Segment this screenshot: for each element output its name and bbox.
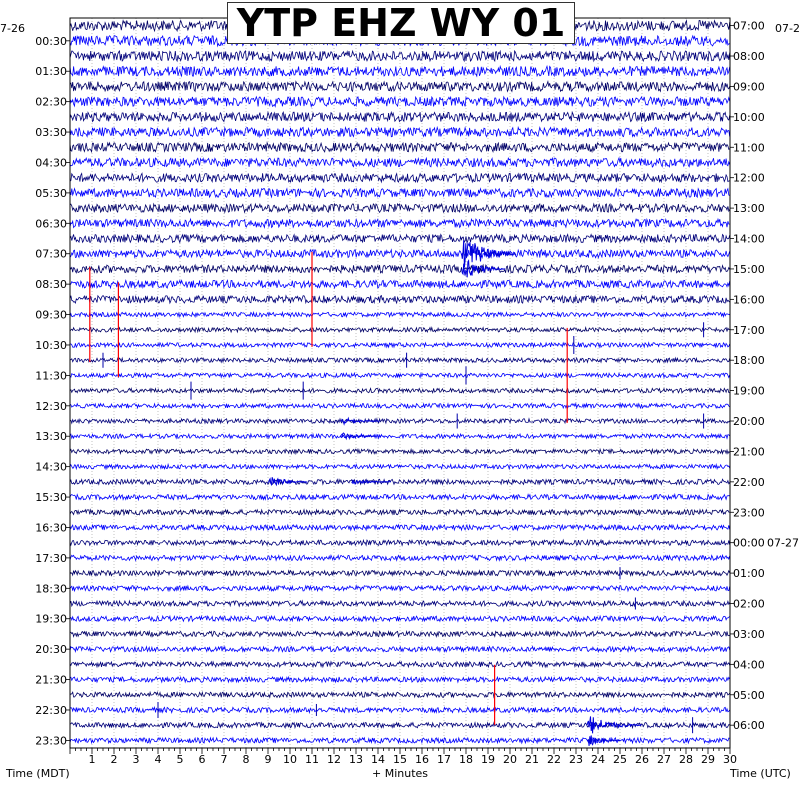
left-hour-label: 09:30: [35, 308, 67, 322]
x-tick-label: 27: [657, 753, 671, 766]
right-hour-label: 16:00: [733, 293, 765, 307]
x-tick-label: 17: [437, 753, 451, 766]
x-tick-label: 15: [393, 753, 407, 766]
x-tick-label: 3: [132, 753, 140, 766]
left-hour-label: 20:30: [35, 643, 67, 657]
right-hour-label: 17:00: [733, 323, 765, 337]
right-hour-label: 12:00: [733, 171, 765, 185]
right-hour-label: 11:00: [733, 141, 765, 155]
right-hour-label: 15:00: [733, 262, 765, 276]
x-tick-label: 21: [525, 753, 539, 766]
right-hour-label: 21:00: [733, 445, 765, 459]
right-hour-label: 01:00: [733, 567, 765, 581]
x-tick-label: 2: [110, 753, 118, 766]
right-hour-label: 22:00: [733, 475, 765, 489]
x-tick-label: 13: [349, 753, 363, 766]
chart-title: YTP EHZ WY 01: [236, 1, 566, 45]
left-hour-label: 10:30: [35, 338, 67, 352]
right-date-change-label: 07-27: [767, 536, 799, 550]
left-hour-label: 08:30: [35, 278, 67, 292]
right-axis-title: Time (UTC): [730, 767, 791, 780]
right-hour-label: 02:00: [733, 597, 765, 611]
x-tick-label: 7: [220, 753, 228, 766]
right-hour-label: 05:00: [733, 688, 765, 702]
x-tick-label: 11: [305, 753, 319, 766]
right-hour-label: 04:00: [733, 658, 765, 672]
left-hour-label: 04:30: [35, 156, 67, 170]
right-hour-label: 08:00: [733, 50, 765, 64]
station-title-box: [227, 2, 575, 44]
left-axis-title: Time (MDT): [6, 767, 70, 780]
right-hour-label: 23:00: [733, 506, 765, 520]
left-hour-label: 00:30: [35, 34, 67, 48]
left-hour-label: 18:30: [35, 582, 67, 596]
left-date-label: 7-26: [0, 22, 25, 35]
left-hour-label: 11:30: [35, 369, 67, 383]
x-tick-label: 10: [283, 753, 297, 766]
x-tick-label: 30: [723, 753, 737, 766]
left-hour-label: 22:30: [35, 703, 67, 717]
left-hour-label: 19:30: [35, 612, 67, 626]
left-hour-label: 03:30: [35, 126, 67, 140]
right-hour-label: 07:00: [733, 19, 765, 33]
left-hour-label: 07:30: [35, 247, 67, 261]
x-tick-label: 16: [415, 753, 429, 766]
right-hour-label: 20:00: [733, 415, 765, 429]
x-tick-label: 6: [198, 753, 206, 766]
right-hour-label: 18:00: [733, 354, 765, 368]
x-tick-label: 28: [679, 753, 693, 766]
left-hour-label: 17:30: [35, 551, 67, 565]
left-hour-label: 01:30: [35, 65, 67, 79]
x-tick-label: 24: [591, 753, 605, 766]
right-hour-label: 10:00: [733, 110, 765, 124]
x-tick-label: 1: [88, 753, 96, 766]
x-axis-title: + Minutes: [371, 767, 429, 780]
x-tick-label: 29: [701, 753, 715, 766]
right-hour-label: 19:00: [733, 384, 765, 398]
x-tick-label: 20: [503, 753, 517, 766]
left-hour-label: 05:30: [35, 186, 67, 200]
x-tick-label: 22: [547, 753, 561, 766]
right-hour-label: 06:00: [733, 719, 765, 733]
right-hour-label: 00:00: [733, 536, 765, 550]
right-hour-label: 13:00: [733, 202, 765, 216]
x-tick-label: 8: [242, 753, 250, 766]
x-tick-label: 23: [569, 753, 583, 766]
right-hour-label: 03:00: [733, 627, 765, 641]
x-tick-label: 12: [327, 753, 341, 766]
x-tick-label: 5: [176, 753, 184, 766]
x-tick-label: 26: [635, 753, 649, 766]
left-hour-label: 06:30: [35, 217, 67, 231]
left-hour-label: 02:30: [35, 95, 67, 109]
right-hour-label: 14:00: [733, 232, 765, 246]
right-hour-label: 09:00: [733, 80, 765, 94]
x-tick-label: 19: [481, 753, 495, 766]
left-hour-label: 21:30: [35, 673, 67, 687]
left-hour-label: 13:30: [35, 430, 67, 444]
x-tick-label: 18: [459, 753, 473, 766]
x-tick-label: 25: [613, 753, 627, 766]
left-hour-label: 14:30: [35, 460, 67, 474]
x-tick-label: 4: [154, 753, 162, 766]
left-hour-label: 15:30: [35, 491, 67, 505]
x-tick-label: 9: [264, 753, 272, 766]
left-hour-label: 16:30: [35, 521, 67, 535]
left-hour-label: 23:30: [35, 734, 67, 748]
x-tick-label: 14: [371, 753, 385, 766]
right-date-label: 07-2: [775, 22, 800, 35]
left-hour-label: 12:30: [35, 399, 67, 413]
